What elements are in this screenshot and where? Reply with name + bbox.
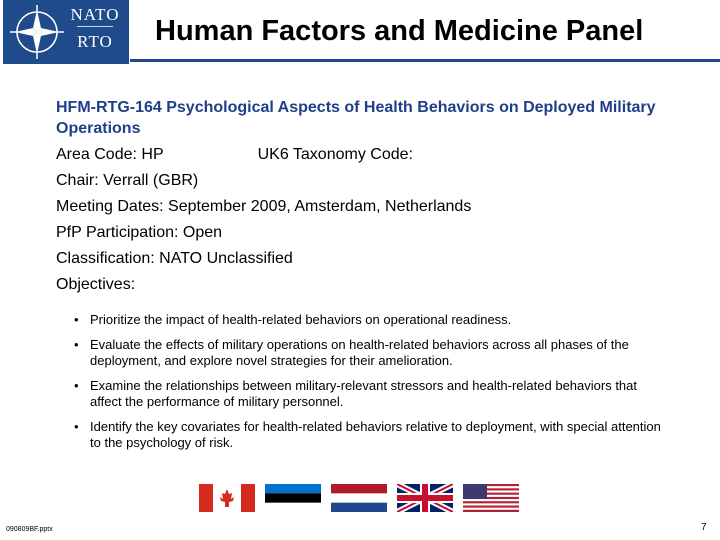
nato-compass-icon xyxy=(9,4,65,60)
meeting-dates: Meeting Dates: September 2009, Amsterdam, Netherlands xyxy=(56,198,472,215)
objective-item: • Examine the relationships between military-relevant stressors and health-related behaviors that affect the performance of military personnel. xyxy=(72,378,672,410)
content xyxy=(56,97,696,301)
page-title: Human Factors and Medicine Panel xyxy=(155,15,644,47)
objective-item: • Identify the key covariates for health-related behaviors relative to deployment, with special attention to the psychology of risk. xyxy=(72,419,672,451)
header-rule xyxy=(130,59,720,62)
page-number: 7 xyxy=(701,522,707,533)
logo-line1: NATO xyxy=(70,5,120,24)
estonia-flag-icon xyxy=(265,484,321,512)
pfp-participation: PfP Participation: Open xyxy=(56,224,223,241)
usa-flag-icon xyxy=(463,484,519,512)
logo-wordmark xyxy=(65,6,125,50)
flag-row xyxy=(199,484,529,514)
objective-item: • Prioritize the impact of health-related behaviors on operational readiness. xyxy=(72,312,672,328)
canada-flag-icon xyxy=(199,484,255,512)
netherlands-flag-icon xyxy=(331,484,387,512)
objectives-list xyxy=(72,312,672,460)
rtg-title: HFM-RTG-164 Psychological Aspects of Health Behaviors on Deployed Military Operations xyxy=(56,99,656,137)
taxonomy-code: UK6 Taxonomy Code: xyxy=(257,146,413,163)
nato-rto-logo xyxy=(3,0,129,64)
logo-line2: RTO xyxy=(77,32,113,51)
area-code-row xyxy=(56,145,696,171)
objective-item: • Evaluate the effects of military operations on health-related behaviors across all phases of the deployment, and explore novel strategies for their amelioration. xyxy=(72,337,672,369)
objectives-label: Objectives: xyxy=(56,276,136,293)
footer-filename: 090809BF.pptx xyxy=(6,526,53,533)
area-code: Area Code: HP xyxy=(56,146,164,163)
uk-flag-icon xyxy=(397,484,453,512)
logo-divider xyxy=(77,26,113,27)
chair: Chair: Verrall (GBR) xyxy=(56,172,199,189)
classification: Classification: NATO Unclassified xyxy=(56,250,293,267)
